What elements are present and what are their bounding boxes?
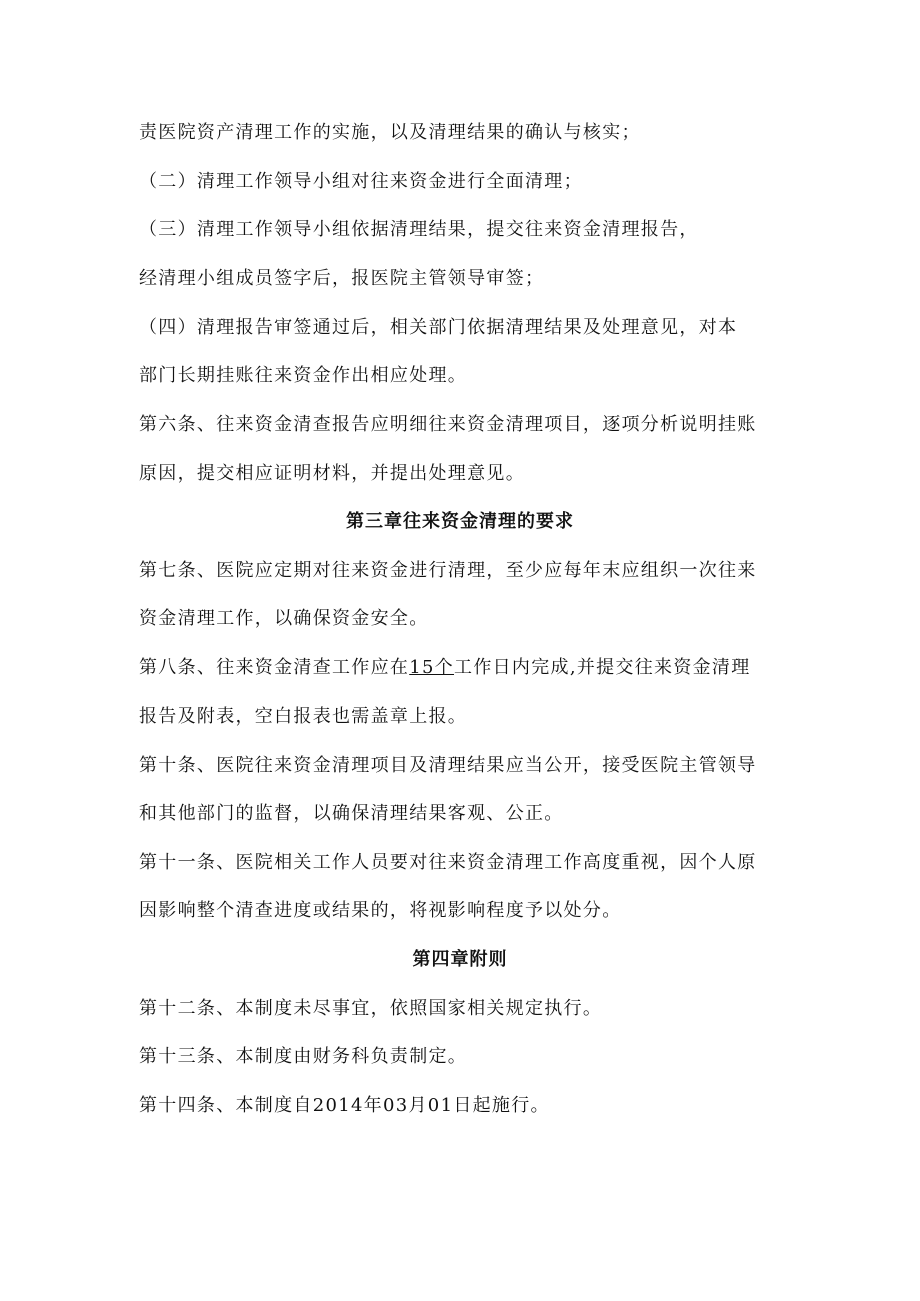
chapter-3-heading: 第三章往来资金清理的要求 — [346, 511, 574, 532]
article-11-line: 第十一条、医院相关工作人员要对往来资金清理工作高度重视，因个人原 — [139, 852, 757, 873]
article-12-line: 第十二条、本制度未尽事宜，依照国家相关规定执行。 — [139, 998, 603, 1019]
text-line: （二）清理工作领导小组对往来资金进行全面清理； — [139, 171, 583, 192]
text-line: （三）清理工作领导小组依据清理结果，提交往来资金清理报告， — [139, 219, 699, 240]
text-line: 第六条、往来资金清查报告应明细往来资金清理项目，逐项分析说明挂账 — [139, 414, 757, 435]
article-8-suffix: 工作日内完成,并提交往来资金清理 — [454, 657, 751, 678]
article-8-line: 报告及附表，空白报表也需盖章上报。 — [139, 706, 468, 727]
text-line: 原因，提交相应证明材料，并提出处理意见。 — [139, 463, 525, 484]
article-14-line: 第十四条、本制度自2014年03月01日起施行。 — [139, 1095, 550, 1116]
article-7-line: 资金清理工作，以确保资金安全。 — [139, 608, 429, 629]
article-8-days-underlined: 15个 — [409, 657, 455, 678]
text-line: 经清理小组成员签字后，报医院主管领导审签； — [139, 268, 545, 289]
article-7-line: 第七条、医院应定期对往来资金进行清理，至少应每年末应组织一次往来 — [139, 560, 757, 581]
text-line: 责医院资产清理工作的实施，以及清理结果的确认与核实； — [139, 122, 641, 143]
text-line: 部门长期挂账往来资金作出相应处理。 — [139, 365, 468, 386]
article-11-line: 因影响整个清查进度或结果的，将视影响程度予以处分。 — [139, 900, 622, 921]
article-10-line: 第十条、医院往来资金清理项目及清理结果应当公开，接受医院主管领导 — [139, 755, 757, 776]
article-10-line: 和其他部门的监督，以确保清理结果客观、公正。 — [139, 803, 564, 824]
article-8-line — [139, 656, 789, 680]
article-8-prefix: 第八条、往来资金清查工作应在 — [139, 657, 410, 678]
article-13-line: 第十三条、本制度由财务科负责制定。 — [139, 1046, 468, 1067]
text-line: （四）清理报告审签通过后，相关部门依据清理结果及处理意见，对本 — [139, 317, 738, 338]
chapter-4-heading: 第四章附则 — [412, 949, 508, 970]
